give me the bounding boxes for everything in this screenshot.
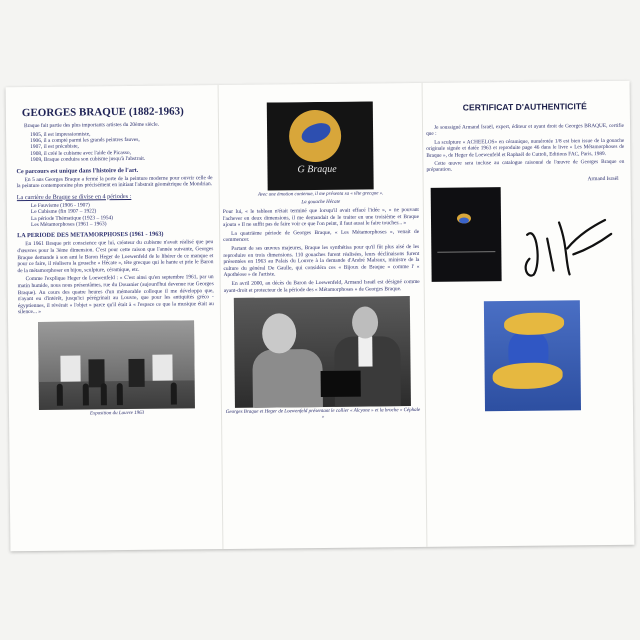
person-shape <box>101 383 107 405</box>
image-caption: Avec une émotion contenue, il me présenta sa « tête grecque ». <box>257 191 384 198</box>
person-shape <box>117 383 123 405</box>
jewel-box-shape <box>321 371 361 397</box>
cover-text-lines <box>437 251 495 269</box>
list-item: Le Fauvisme (1906 - 1907) <box>30 202 90 209</box>
poster-shape <box>152 355 172 381</box>
section-heading: LA PERIODE DES METAMORPHOSES (1961 - 1963) <box>17 231 164 240</box>
braque-loewenfeld-photo <box>234 296 411 408</box>
acheelos-sculpture-photo <box>484 300 581 411</box>
photo-caption: Georges Braque et Heger de Loewenfeld présentant le collier « Alcyone » et la broche « Céphale » <box>225 408 421 421</box>
signatory-name: Armand Israël <box>587 175 619 183</box>
paragraph: Cette œuvre sera incluse au catalogue raisonné de l'œuvre de Georges Braque en préparation. <box>426 158 625 174</box>
paragraph: Je soussigné Armand Israël, expert, éditeur et ayant droit de Georges BRAQUE, certifie que : <box>426 122 625 138</box>
person-shape <box>171 382 177 404</box>
section-heading: Ce parcours est unique dans l'histoire de l'art. <box>16 166 139 175</box>
list-item: 1906, il a compté parmi les grands peintres fauves, <box>30 136 140 145</box>
paragraph: En 5 ans Georges Braque a fermé la porte de la peinture moderne pour ouvrir celle de la peinture contemporaine plus précisément en initiant l'abstrait géométrique de Mondrian. <box>16 174 213 190</box>
page-title: GEORGES BRAQUE (1882-1963) <box>21 105 184 120</box>
list-item: 1905, il est impressionniste, <box>30 130 91 138</box>
list-item: Le Cubisme (fin 1907 – 1922) <box>30 208 97 216</box>
story-column <box>222 101 423 567</box>
paragraph: La sculpture « ACHEELOS» en céramique, numérotée 1/8 est bien issue de la gouache originale signée et datée 1963 et reproduite page 46 dans le livre « Les Métamorphoses de Braque », de Heger de Loewenfeld et Raphaël de Cuttoli, Editions FAC, Paris, 1989. <box>426 137 625 159</box>
photo-caption: Exposition du Louvre 1963 <box>89 410 145 417</box>
poster-shape <box>60 355 80 381</box>
book-cover-image <box>431 187 502 282</box>
periods-list <box>31 201 213 229</box>
golden-fish-shape <box>493 362 563 389</box>
certificate-title: CERTIFICAT D'AUTHENTICITÉ <box>462 101 587 113</box>
certificate-images <box>427 182 627 414</box>
intro-text: Braque fait partie des plus importants artistes du 20ème siècle. <box>23 121 160 130</box>
person-shape <box>252 349 323 408</box>
certificate-column <box>426 99 629 565</box>
shirt-shape <box>358 337 372 367</box>
handwritten-signature <box>507 204 618 285</box>
image-caption: La gouache Hécate <box>301 199 341 206</box>
timeline-list <box>30 130 212 164</box>
person-shape <box>83 383 89 405</box>
door-shape <box>128 359 144 387</box>
list-item: 1909, Braque conduira son cubisme jusqu'à l'abstrait. <box>30 156 146 164</box>
person-shape <box>57 384 63 406</box>
blue-shape <box>459 217 469 223</box>
paragraph: Pour lui, « le tableau n'était terminé que lorsqu'il avait effacé l'idée », « ne pouvant l'achever en deux dimensions, il me demandait de le traiter en une troisième et Braque ajouta « Il ne suffit pas de faire voir ce que l'on peint, il faut aussi le faire toucher... » <box>222 206 419 229</box>
list-item: 1908, il créé le cubisme avec l'aide de Picasso, <box>30 149 131 157</box>
certificate-sheet <box>6 81 635 552</box>
list-item: 1907, il est précubiste, <box>30 143 79 151</box>
section-heading: La carrière de Braque se divise en 4 périodes : <box>16 192 132 201</box>
paragraph: En avril 2000, au décès du Baron de Loewenfeld, Armand Israël est désigné comme ayant-droit et protecteur de la période des « Métamorphoses » de Georges Braque. <box>223 278 420 294</box>
head-shape <box>352 307 378 339</box>
louvre-exhibition-photo <box>38 320 195 410</box>
biography-column <box>16 105 217 571</box>
list-item: Les Métamorphoses (1961 – 1963) <box>31 221 107 229</box>
paragraph: Partant de ses œuvres majeures, Braque les synthétisa pour qu'il fût plus aisé de les reproduire en trois dimensions. 110 gouaches furent réalisées, leurs déclinaisons furent présentées en 1963 au Palais du Louvre à la demande d'André Malraux, ministre de la culture du général De Gaulle, qui considéra ces « Bijoux de Braque » comme l' « Apothéose » de l'artiste. <box>223 243 420 279</box>
paragraph: Comme l'explique Heger de Loewenfeld : « C'est ainsi qu'en septembre 1961, par un matin humide, nous nous présentâmes, rue du Douanier (aujourd'hui devenue rue Georges Braque). Au cours des quatre heures d'un mémorable colloque il me développa que, n'ayant eu d'intérêt, jusqu'ici pérégrinait au Louvre, que pour les antiquités gréco - égyptiennes, il révérait « l'objet » parce qu'il était à « l'espace ce que la musique était au silence... » <box>17 274 214 316</box>
paragraph: La quatrième période de Georges Braque, « Les Métamorphoses », venait de commencer. <box>223 228 420 244</box>
hecate-gouache-image <box>267 101 374 190</box>
braque-signature: G Braque <box>297 163 337 176</box>
golden-fish-shape <box>504 312 564 335</box>
list-item: La période Thématique (1923 – 1954) <box>30 214 114 222</box>
paragraph: En 1961 Braque prit conscience que lui, créateur du cubisme n'avait réalisé que peu d'œuvres pour la 3ème dimension. C'est pour cette raison que l'année suivante, Georges Braque demande à son ami le Baron Heger de Loewenfeld de le libérer de ce manque et pour ce faire, il réalisera la gouache « Hécate », tête grecque qui le hante et prie le Baron de la métamorphoser en bijou, sculpture, céramique, etc. <box>17 239 214 274</box>
head-shape <box>262 313 296 353</box>
